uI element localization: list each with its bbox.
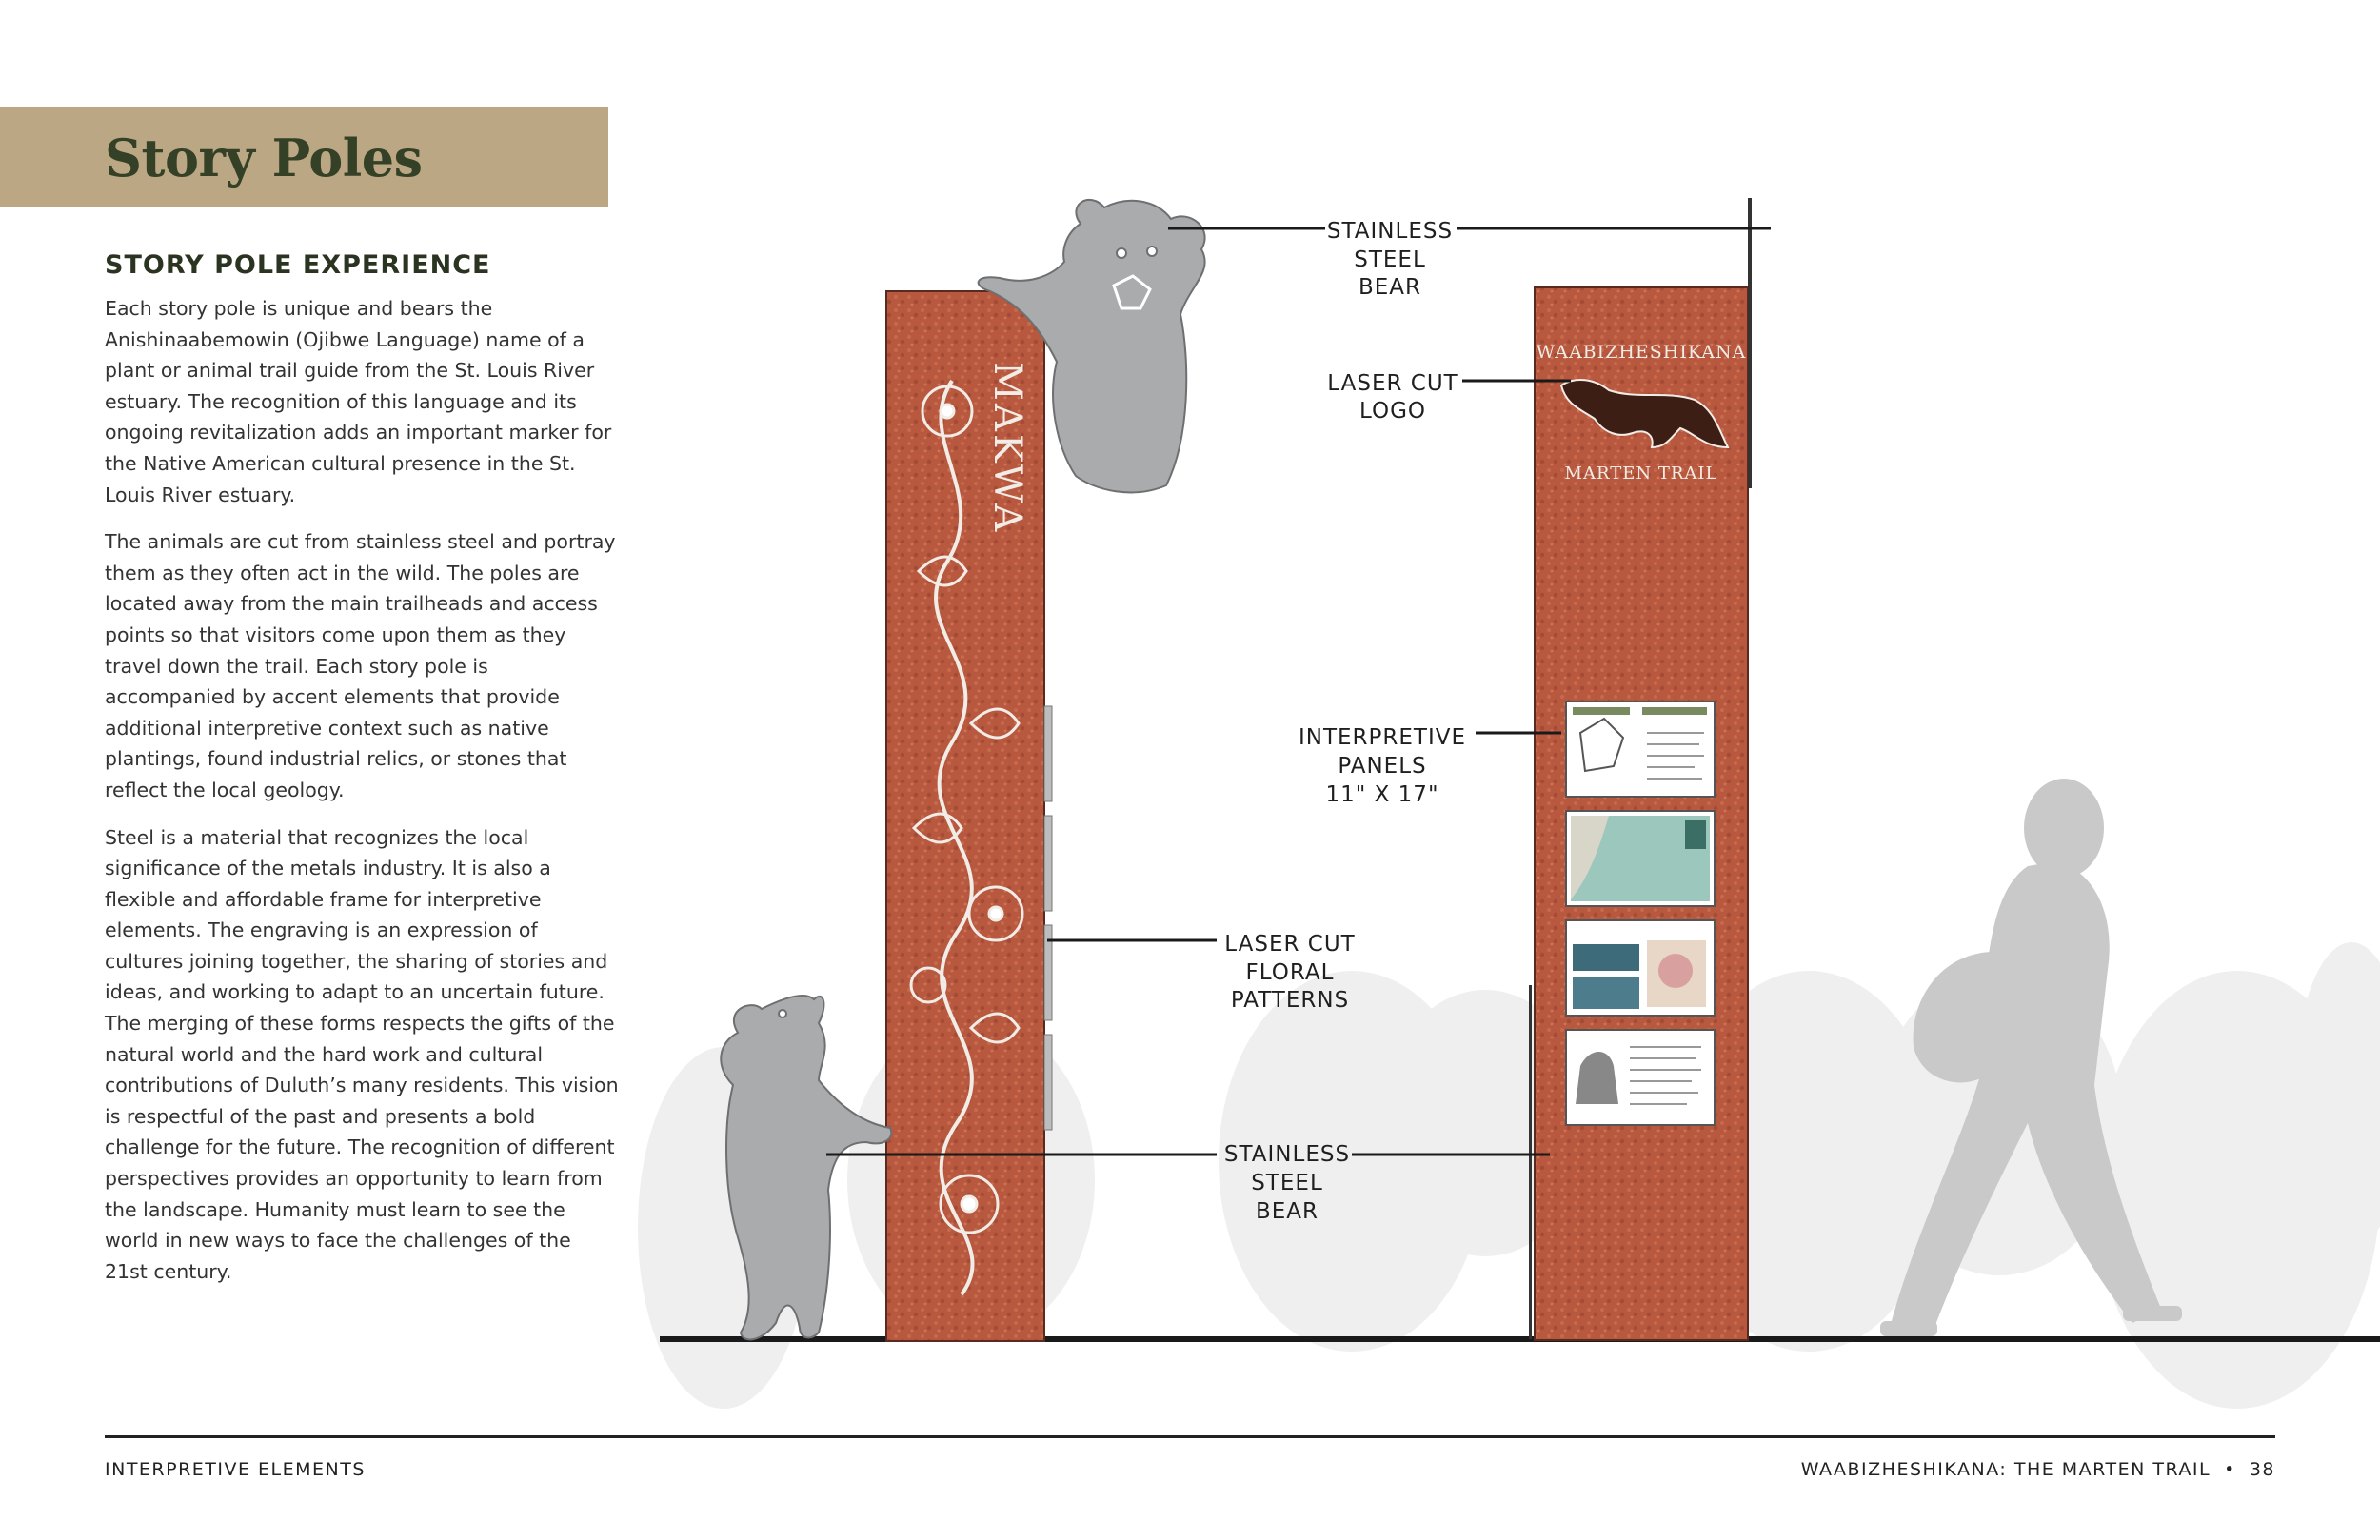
page-title: Story Poles: [105, 128, 423, 188]
interpretive-panel-4: [1566, 1030, 1715, 1125]
callout-bottom-bear-line-1: STAINLESS: [1223, 1142, 1351, 1167]
left-story-pole: [886, 291, 1052, 1341]
callout-bottom-bear-line-2: STEEL: [1251, 1171, 1323, 1195]
callout-logo-line-1: LASER CUT: [1327, 371, 1458, 396]
callout-panels-line-1: INTERPRETIVE: [1298, 725, 1467, 750]
footer-rule: [105, 1435, 2275, 1438]
paragraph-1: Each story pole is unique and bears the Anishinaabemowin (Ojibwe Language) name of a plant or animal trail guide from the St. Louis River estuary. The recognition of this language and its ongoing revitalization adds an important marker for the Native American cultural presence in the St. Louis River estuary.: [105, 297, 612, 506]
interpretive-panel-2-map: [1566, 811, 1715, 906]
section-heading: STORY POLE EXPERIENCE: [105, 250, 491, 280]
callout-top-bear-line-2: STEEL: [1354, 247, 1426, 272]
footer-section-label: INTERPRETIVE ELEMENTS: [105, 1459, 366, 1480]
right-pole-bottom-text: MARTEN TRAIL: [1564, 464, 1718, 484]
callout-panels: [1299, 725, 1466, 807]
callout-top-bear-line-3: BEAR: [1358, 275, 1422, 300]
footer-document-info: [1801, 1459, 2275, 1480]
callout-floral-line-3: PATTERNS: [1230, 988, 1350, 1013]
callout-logo-line-2: LOGO: [1359, 399, 1427, 424]
callout-panels-line-2: PANELS: [1338, 754, 1427, 779]
interpretive-panel-1: [1566, 701, 1715, 797]
interpretive-panel-3: [1566, 920, 1715, 1016]
left-pole-name: MAKWA: [985, 362, 1029, 535]
paragraph-2: The animals are cut from stainless steel and portray them as they often act in the wild. The poles are located away from the main trailheads and access points so that visitors come upon them as they travel down the trail. Each story pole is accompanied by accent elements that provide additional interpretive context such as native plantings, found industrial relics, or stones that reflect the local geology.: [105, 530, 616, 801]
callout-panels-line-3: 11" X 17": [1325, 782, 1439, 807]
footer-separator: •: [2224, 1459, 2236, 1480]
footer-document-title: WAABIZHESHIKANA: THE MARTEN TRAIL: [1800, 1459, 2211, 1480]
callout-floral-line-1: LASER CUT: [1224, 932, 1356, 957]
callout-logo: [1327, 371, 1458, 424]
right-pole-top-text: WAABIZHESHIKANA: [1536, 342, 1747, 363]
right-story-pole: [1529, 198, 1752, 1340]
callout-top-bear: [1327, 219, 1453, 300]
callout-floral-line-2: FLORAL: [1245, 960, 1335, 985]
callout-bottom-bear-line-3: BEAR: [1255, 1199, 1319, 1224]
page-number: 38: [2249, 1459, 2275, 1480]
callout-top-bear-line-1: STAINLESS: [1326, 219, 1454, 244]
paragraph-3: Steel is a material that recognizes the local significance of the metals industry. It is also a flexible and affordable frame for interpretive elements. The engraving is an expression of cultures joining together, the sharing of stories and ideas, and working to adapt to an uncertain future. The merging of these forms respects the gifts of the natural world and the hard work and cultural contributions of Duluth’s many residents. This vision is respectful of the past and presents a bold challenge for the future. The recognition of different perspectives provides an opportunity to learn from the landscape. Humanity must learn to see the world in new ways to face the challenges of the 21st century.: [105, 825, 619, 1283]
